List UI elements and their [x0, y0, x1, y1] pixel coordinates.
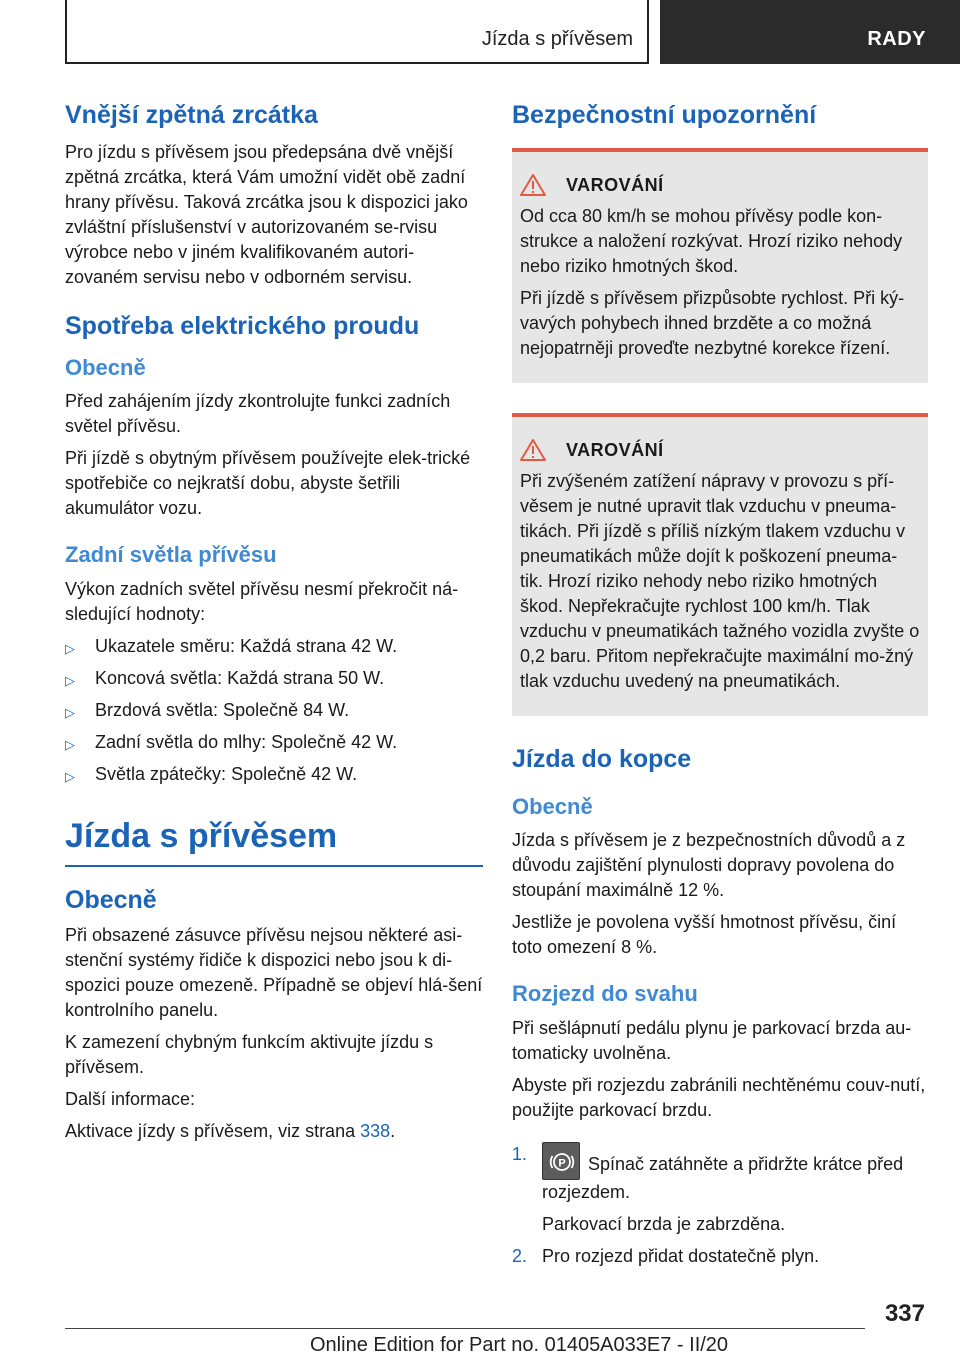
- general-p2: Při jízdě s obytným přívěsem používejte elek-trické spotřebiče co nejkratší dobu, abyste šetřili akumulátor vozu.: [65, 448, 471, 519]
- chapter-tab-label: RADY: [867, 28, 926, 50]
- start-p2: Abyste při rozjezdu zabránili nechtěnému couv-nutí, použijte parkovací brzdu.: [512, 1074, 926, 1120]
- step-text: Spínač zatáhněte a přidržte krátce před rozjezdem.: [542, 1153, 904, 1202]
- step-2: [512, 1244, 928, 1269]
- start-heading: Rozjezd do svahu: [512, 981, 698, 1007]
- list-item: ▷ Ukazatele směru: Každá strana 42 W.: [65, 634, 483, 659]
- towing-p2: K zamezení chybným funkcím aktivujte jízdu s přívěsem.: [65, 1031, 434, 1077]
- section-title: Jízda s přívěsem: [481, 28, 633, 50]
- list-item: ▷ Koncová světla: Každá strana 50 W.: [65, 666, 483, 691]
- mirrors-text: Pro jízdu s přívěsem jsou předepsána dvě vnější zpětná zrcátka, která Vám umožní vidět obě zadní hrany přívěsu. Taková zrcátka jsou k dispozici jako zvláštní příslušenství v autorizovaném se-rvisu výrobce nebo v jiném kvalifikovaném autori-zovaném servisu nebo v odborném servisu.: [65, 142, 468, 287]
- warning-box-1: [512, 148, 928, 383]
- footer-divider: [65, 1328, 865, 1329]
- list-item: ▷ Brzdová světla: Společně 84 W.: [65, 698, 483, 723]
- hill-general-heading: Obecně: [512, 794, 593, 819]
- step-1-sub: Parkovací brzda je zabrzděna.: [542, 1213, 786, 1234]
- parking-brake-icon: [542, 1142, 580, 1180]
- chapter-tab[interactable]: [660, 0, 960, 64]
- towing-p4: Aktivace jízdy s přívěsem, viz strana 338.: [65, 1120, 396, 1141]
- warning-title: VAROVÁNÍ: [566, 439, 664, 460]
- list-item: ▷ Zadní světla do mlhy: Společně 42 W.: [65, 730, 483, 755]
- lights-list: [65, 634, 483, 787]
- right-column: [512, 100, 928, 1276]
- triangle-right-icon: ▷: [65, 640, 75, 656]
- step-text: Pro rozjezd přidat dostatečně plyn.: [542, 1245, 820, 1266]
- step-number: 2.: [512, 1245, 528, 1266]
- warning-triangle-icon: [520, 174, 546, 196]
- triangle-right-icon: ▷: [65, 736, 75, 752]
- towing-p1: Při obsazené zásuvce přívěsu nejsou některé asi-stenční systémy řidiče k dispozici nebo jsou k di-spozici pouze omezeně. Případně se objeví hlá-šení kontrolního panelu.: [65, 924, 483, 1020]
- left-column: [65, 100, 483, 1151]
- triangle-right-icon: ▷: [65, 704, 75, 720]
- warning-triangle-icon: [520, 439, 546, 461]
- page-link-338[interactable]: 338: [360, 1120, 391, 1141]
- list-item: ▷ Světla zpátečky: Společně 42 W.: [65, 762, 483, 787]
- triangle-right-icon: ▷: [65, 672, 75, 688]
- hill-p1: Jízda s přívěsem je z bezpečnostních důvodů a z důvodu zajištění plynulosti dopravy povolena do stoupání maximálně 12 %.: [512, 830, 906, 901]
- svg-text:P: P: [558, 1157, 566, 1170]
- warning-title: VAROVÁNÍ: [566, 174, 664, 195]
- start-p1: Při sešlápnutí pedálu plynu je parkovací brzda au-tomaticky uvolněna.: [512, 1017, 912, 1063]
- step-number: 1.: [512, 1143, 528, 1164]
- towing-heading: Jízda s přívěsem: [65, 816, 483, 867]
- towing-p3: Další informace:: [65, 1088, 196, 1109]
- power-heading: Spotřeba elektrického proudu: [65, 312, 420, 340]
- lights-intro: Výkon zadních světel přívěsu nesmí překročit ná-sledující hodnoty:: [65, 578, 459, 624]
- header-frame: [65, 0, 649, 64]
- mirrors-heading: Vnější zpětná zrcátka: [65, 101, 318, 129]
- lights-heading: Zadní světla přívěsu: [65, 542, 277, 568]
- page-number: 337: [884, 1300, 925, 1327]
- safety-heading: Bezpečnostní upozornění: [512, 101, 817, 129]
- triangle-right-icon: ▷: [65, 768, 75, 784]
- warning-box-2: [512, 413, 928, 716]
- hill-p2: Jestliže je povolena vyšší hmotnost přívěsu, činí toto omezení 8 %.: [512, 912, 897, 958]
- step-1: [512, 1142, 928, 1205]
- general-heading: Obecně: [65, 355, 146, 380]
- warning1-p2: Při jízdě s přívěsem přizpůsobte rychlost. Při ký-vavých pohybech ihned brzděte a co možná nejopatrněji proveďte nezbytné korekce řízení.: [520, 288, 905, 358]
- general-p1: Před zahájením jízdy zkontrolujte funkci zadních světel přívěsu.: [65, 391, 451, 437]
- warning2-p1: Při zvýšeném zatížení nápravy v provozu s pří-věsem je nutné upravit tlak vzduchu v pneuma-tikách. Při jízdě s příliš nízkým tlakem vzduchu v pneumatikách může dojít k poškození pneuma-tik. Hrozí riziko nehody nebo riziko hmotných škod. Nepřekračujte rychlost 100 km/h. Tlak vzduchu v pneumatikách tažného vozidla zvyšte o 0,2 baru. Přitom nepřekračujte maximální mo-žný tlak vzduchu uvedený na pneumatikách.: [520, 471, 920, 691]
- warning1-p1: Od cca 80 km/h se mohou přívěsy podle kon-strukce a naložení rozkývat. Hrozí riziko nehody nebo riziko hmotných škod.: [520, 206, 903, 276]
- towing-general-heading: Obecně: [65, 885, 157, 914]
- footer-edition: Online Edition for Part no. 01405A033E7 - II/20: [310, 1334, 729, 1356]
- hill-heading: Jízda do kopce: [512, 745, 692, 773]
